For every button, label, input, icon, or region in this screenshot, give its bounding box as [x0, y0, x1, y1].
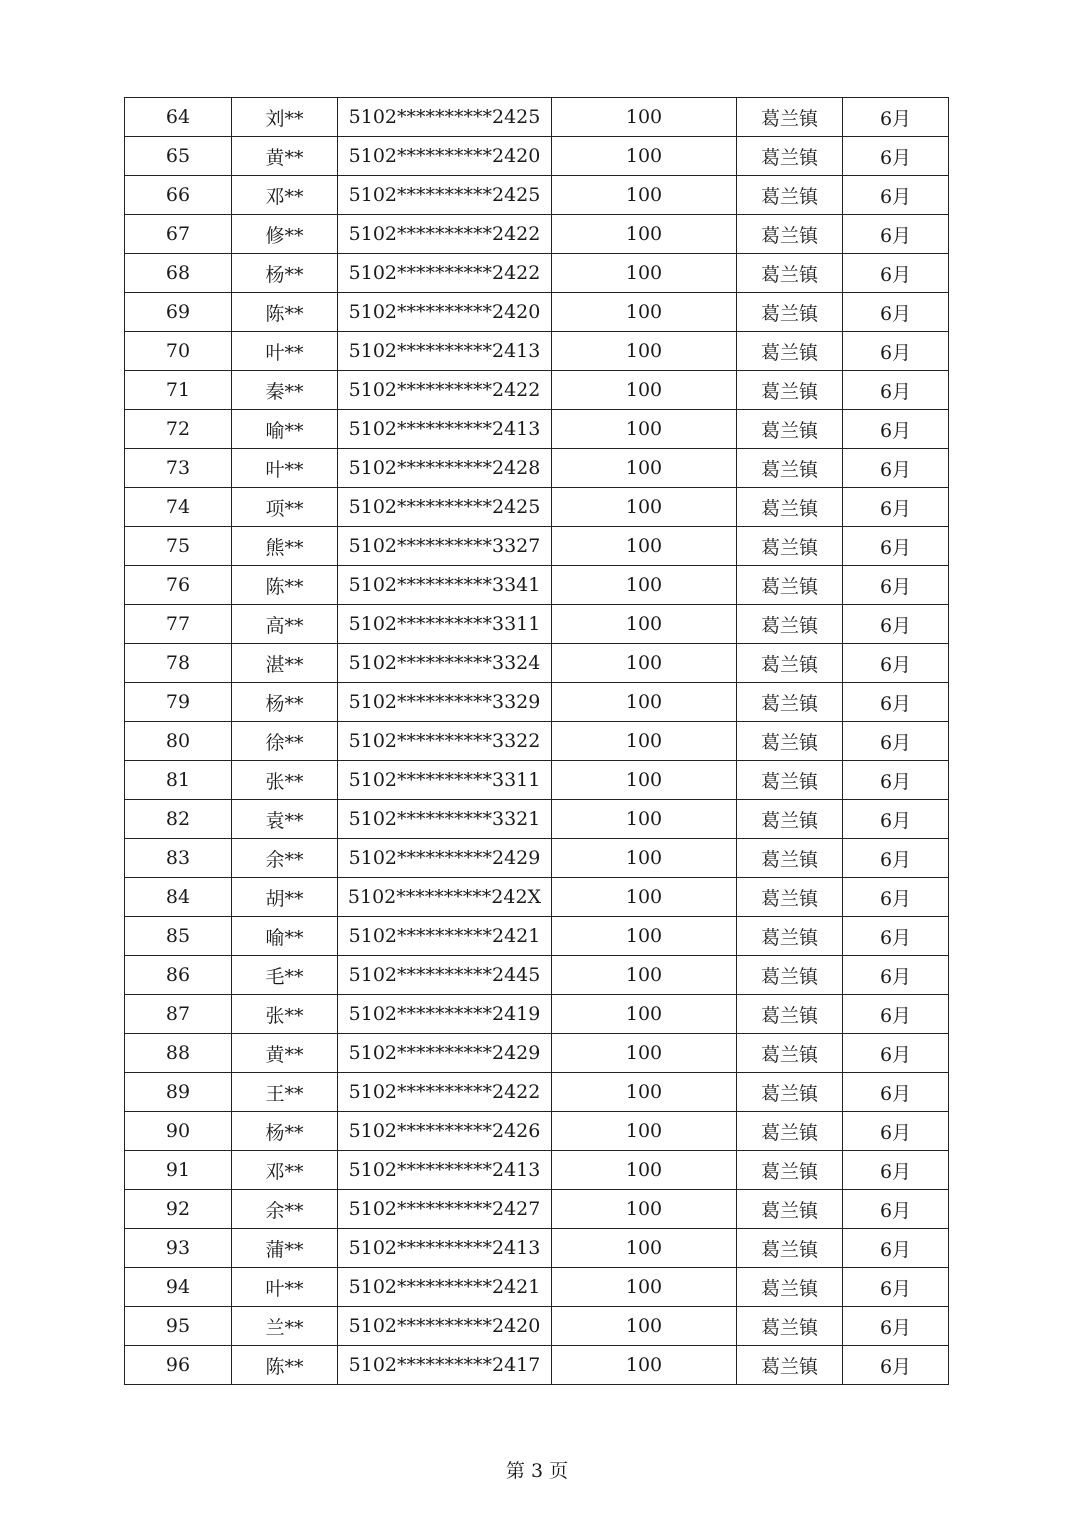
table-row: [125, 332, 949, 371]
table-row: [125, 98, 949, 137]
amount-cell: 100: [552, 800, 737, 839]
town-cell: 葛兰镇: [737, 1112, 843, 1151]
id-number-cell: 5102**********2425: [338, 488, 552, 527]
id-number-cell: 5102**********2413: [338, 332, 552, 371]
town-cell: 葛兰镇: [737, 137, 843, 176]
id-number-cell: 5102**********2422: [338, 371, 552, 410]
serial-number-cell: 92: [125, 1190, 232, 1229]
serial-number-cell: 67: [125, 215, 232, 254]
table-row: [125, 917, 949, 956]
month-cell: 6月: [843, 878, 949, 917]
name-cell: 黄**: [232, 1034, 338, 1073]
id-number-cell: 5102**********2422: [338, 215, 552, 254]
id-number-cell: 5102**********3311: [338, 605, 552, 644]
amount-cell: 100: [552, 1307, 737, 1346]
serial-number-cell: 76: [125, 566, 232, 605]
amount-cell: 100: [552, 293, 737, 332]
id-number-cell: 5102**********3321: [338, 800, 552, 839]
roster-table-body: [125, 98, 949, 1385]
amount-cell: 100: [552, 839, 737, 878]
table-row: [125, 1190, 949, 1229]
month-cell: 6月: [843, 995, 949, 1034]
table-row: [125, 449, 949, 488]
name-cell: 陈**: [232, 293, 338, 332]
town-cell: 葛兰镇: [737, 1034, 843, 1073]
month-cell: 6月: [843, 176, 949, 215]
name-cell: 袁**: [232, 800, 338, 839]
serial-number-cell: 68: [125, 254, 232, 293]
town-cell: 葛兰镇: [737, 215, 843, 254]
table-row: [125, 1073, 949, 1112]
table-row: [125, 410, 949, 449]
month-cell: 6月: [843, 683, 949, 722]
serial-number-cell: 83: [125, 839, 232, 878]
month-cell: 6月: [843, 839, 949, 878]
name-cell: 湛**: [232, 644, 338, 683]
serial-number-cell: 96: [125, 1346, 232, 1385]
table-row: [125, 839, 949, 878]
id-number-cell: 5102**********2413: [338, 1151, 552, 1190]
town-cell: 葛兰镇: [737, 566, 843, 605]
name-cell: 秦**: [232, 371, 338, 410]
month-cell: 6月: [843, 254, 949, 293]
name-cell: 张**: [232, 761, 338, 800]
town-cell: 葛兰镇: [737, 1346, 843, 1385]
table-row: [125, 683, 949, 722]
month-cell: 6月: [843, 956, 949, 995]
id-number-cell: 5102**********2422: [338, 254, 552, 293]
id-number-cell: 5102**********2445: [338, 956, 552, 995]
amount-cell: 100: [552, 332, 737, 371]
month-cell: 6月: [843, 1268, 949, 1307]
amount-cell: 100: [552, 1190, 737, 1229]
table-row: [125, 644, 949, 683]
table-row: [125, 1034, 949, 1073]
serial-number-cell: 95: [125, 1307, 232, 1346]
amount-cell: 100: [552, 644, 737, 683]
town-cell: 葛兰镇: [737, 254, 843, 293]
month-cell: 6月: [843, 98, 949, 137]
amount-cell: 100: [552, 98, 737, 137]
table-row: [125, 800, 949, 839]
name-cell: 杨**: [232, 254, 338, 293]
town-cell: 葛兰镇: [737, 644, 843, 683]
town-cell: 葛兰镇: [737, 449, 843, 488]
id-number-cell: 5102**********2420: [338, 293, 552, 332]
name-cell: 蒲**: [232, 1229, 338, 1268]
amount-cell: 100: [552, 488, 737, 527]
id-number-cell: 5102**********2419: [338, 995, 552, 1034]
name-cell: 熊**: [232, 527, 338, 566]
amount-cell: 100: [552, 1112, 737, 1151]
town-cell: 葛兰镇: [737, 683, 843, 722]
serial-number-cell: 74: [125, 488, 232, 527]
name-cell: 叶**: [232, 449, 338, 488]
table-row: [125, 371, 949, 410]
page-number: 第 3 页: [505, 1460, 569, 1482]
name-cell: 喻**: [232, 917, 338, 956]
town-cell: 葛兰镇: [737, 98, 843, 137]
serial-number-cell: 65: [125, 137, 232, 176]
month-cell: 6月: [843, 722, 949, 761]
town-cell: 葛兰镇: [737, 761, 843, 800]
table-row: [125, 722, 949, 761]
month-cell: 6月: [843, 488, 949, 527]
amount-cell: 100: [552, 1034, 737, 1073]
amount-cell: 100: [552, 1073, 737, 1112]
month-cell: 6月: [843, 761, 949, 800]
name-cell: 胡**: [232, 878, 338, 917]
serial-number-cell: 69: [125, 293, 232, 332]
month-cell: 6月: [843, 371, 949, 410]
amount-cell: 100: [552, 878, 737, 917]
amount-cell: 100: [552, 722, 737, 761]
month-cell: 6月: [843, 1190, 949, 1229]
amount-cell: 100: [552, 1151, 737, 1190]
amount-cell: 100: [552, 371, 737, 410]
name-cell: 项**: [232, 488, 338, 527]
serial-number-cell: 88: [125, 1034, 232, 1073]
serial-number-cell: 86: [125, 956, 232, 995]
id-number-cell: 5102**********2425: [338, 176, 552, 215]
id-number-cell: 5102**********3341: [338, 566, 552, 605]
table-row: [125, 1307, 949, 1346]
town-cell: 葛兰镇: [737, 371, 843, 410]
month-cell: 6月: [843, 137, 949, 176]
table-row: [125, 527, 949, 566]
table-row: [125, 566, 949, 605]
town-cell: 葛兰镇: [737, 488, 843, 527]
amount-cell: 100: [552, 410, 737, 449]
id-number-cell: 5102**********3329: [338, 683, 552, 722]
table-row: [125, 254, 949, 293]
amount-cell: 100: [552, 683, 737, 722]
id-number-cell: 5102**********2420: [338, 137, 552, 176]
town-cell: 葛兰镇: [737, 1268, 843, 1307]
name-cell: 王**: [232, 1073, 338, 1112]
name-cell: 叶**: [232, 1268, 338, 1307]
serial-number-cell: 78: [125, 644, 232, 683]
amount-cell: 100: [552, 1346, 737, 1385]
month-cell: 6月: [843, 527, 949, 566]
town-cell: 葛兰镇: [737, 1190, 843, 1229]
table-row: [125, 215, 949, 254]
town-cell: 葛兰镇: [737, 839, 843, 878]
month-cell: 6月: [843, 332, 949, 371]
id-number-cell: 5102**********2429: [338, 1034, 552, 1073]
table-row: [125, 293, 949, 332]
serial-number-cell: 73: [125, 449, 232, 488]
id-number-cell: 5102**********3324: [338, 644, 552, 683]
serial-number-cell: 84: [125, 878, 232, 917]
town-cell: 葛兰镇: [737, 527, 843, 566]
id-number-cell: 5102**********2422: [338, 1073, 552, 1112]
month-cell: 6月: [843, 1307, 949, 1346]
id-number-cell: 5102**********2417: [338, 1346, 552, 1385]
id-number-cell: 5102**********2421: [338, 1268, 552, 1307]
town-cell: 葛兰镇: [737, 1229, 843, 1268]
serial-number-cell: 93: [125, 1229, 232, 1268]
name-cell: 修**: [232, 215, 338, 254]
table-row: [125, 137, 949, 176]
name-cell: 毛**: [232, 956, 338, 995]
amount-cell: 100: [552, 761, 737, 800]
table-row: [125, 995, 949, 1034]
town-cell: 葛兰镇: [737, 1073, 843, 1112]
amount-cell: 100: [552, 956, 737, 995]
town-cell: 葛兰镇: [737, 1307, 843, 1346]
id-number-cell: 5102**********2413: [338, 410, 552, 449]
month-cell: 6月: [843, 644, 949, 683]
amount-cell: 100: [552, 566, 737, 605]
id-number-cell: 5102**********2427: [338, 1190, 552, 1229]
id-number-cell: 5102**********2413: [338, 1229, 552, 1268]
table-row: [125, 1346, 949, 1385]
month-cell: 6月: [843, 1034, 949, 1073]
serial-number-cell: 81: [125, 761, 232, 800]
serial-number-cell: 82: [125, 800, 232, 839]
month-cell: 6月: [843, 605, 949, 644]
amount-cell: 100: [552, 1268, 737, 1307]
id-number-cell: 5102**********3327: [338, 527, 552, 566]
serial-number-cell: 91: [125, 1151, 232, 1190]
serial-number-cell: 94: [125, 1268, 232, 1307]
id-number-cell: 5102**********2425: [338, 98, 552, 137]
month-cell: 6月: [843, 1229, 949, 1268]
table-row: [125, 1112, 949, 1151]
town-cell: 葛兰镇: [737, 878, 843, 917]
serial-number-cell: 80: [125, 722, 232, 761]
month-cell: 6月: [843, 293, 949, 332]
month-cell: 6月: [843, 800, 949, 839]
month-cell: 6月: [843, 1151, 949, 1190]
amount-cell: 100: [552, 995, 737, 1034]
id-number-cell: 5102**********3311: [338, 761, 552, 800]
name-cell: 叶**: [232, 332, 338, 371]
roster-table: [124, 97, 949, 1385]
name-cell: 余**: [232, 1190, 338, 1229]
id-number-cell: 5102**********2429: [338, 839, 552, 878]
id-number-cell: 5102**********242X: [338, 878, 552, 917]
serial-number-cell: 64: [125, 98, 232, 137]
id-number-cell: 5102**********2428: [338, 449, 552, 488]
serial-number-cell: 85: [125, 917, 232, 956]
amount-cell: 100: [552, 449, 737, 488]
town-cell: 葛兰镇: [737, 956, 843, 995]
town-cell: 葛兰镇: [737, 176, 843, 215]
id-number-cell: 5102**********2421: [338, 917, 552, 956]
name-cell: 黄**: [232, 137, 338, 176]
amount-cell: 100: [552, 527, 737, 566]
serial-number-cell: 75: [125, 527, 232, 566]
name-cell: 徐**: [232, 722, 338, 761]
amount-cell: 100: [552, 254, 737, 293]
name-cell: 陈**: [232, 1346, 338, 1385]
month-cell: 6月: [843, 1112, 949, 1151]
name-cell: 张**: [232, 995, 338, 1034]
serial-number-cell: 90: [125, 1112, 232, 1151]
table-row: [125, 176, 949, 215]
serial-number-cell: 71: [125, 371, 232, 410]
serial-number-cell: 70: [125, 332, 232, 371]
month-cell: 6月: [843, 1073, 949, 1112]
amount-cell: 100: [552, 605, 737, 644]
town-cell: 葛兰镇: [737, 410, 843, 449]
month-cell: 6月: [843, 215, 949, 254]
town-cell: 葛兰镇: [737, 605, 843, 644]
table-row: [125, 488, 949, 527]
amount-cell: 100: [552, 215, 737, 254]
name-cell: 陈**: [232, 566, 338, 605]
serial-number-cell: 77: [125, 605, 232, 644]
table-row: [125, 956, 949, 995]
table-row: [125, 1151, 949, 1190]
table-row: [125, 1229, 949, 1268]
name-cell: 余**: [232, 839, 338, 878]
town-cell: 葛兰镇: [737, 722, 843, 761]
month-cell: 6月: [843, 566, 949, 605]
serial-number-cell: 89: [125, 1073, 232, 1112]
town-cell: 葛兰镇: [737, 917, 843, 956]
name-cell: 喻**: [232, 410, 338, 449]
name-cell: 高**: [232, 605, 338, 644]
month-cell: 6月: [843, 410, 949, 449]
id-number-cell: 5102**********2420: [338, 1307, 552, 1346]
amount-cell: 100: [552, 917, 737, 956]
town-cell: 葛兰镇: [737, 1151, 843, 1190]
serial-number-cell: 87: [125, 995, 232, 1034]
town-cell: 葛兰镇: [737, 995, 843, 1034]
name-cell: 邓**: [232, 1151, 338, 1190]
amount-cell: 100: [552, 176, 737, 215]
id-number-cell: 5102**********2426: [338, 1112, 552, 1151]
name-cell: 邓**: [232, 176, 338, 215]
id-number-cell: 5102**********3322: [338, 722, 552, 761]
name-cell: 杨**: [232, 1112, 338, 1151]
table-row: [125, 761, 949, 800]
name-cell: 刘**: [232, 98, 338, 137]
name-cell: 兰**: [232, 1307, 338, 1346]
town-cell: 葛兰镇: [737, 800, 843, 839]
serial-number-cell: 79: [125, 683, 232, 722]
amount-cell: 100: [552, 137, 737, 176]
serial-number-cell: 72: [125, 410, 232, 449]
table-row: [125, 605, 949, 644]
month-cell: 6月: [843, 917, 949, 956]
table-row: [125, 878, 949, 917]
month-cell: 6月: [843, 449, 949, 488]
table-row: [125, 1268, 949, 1307]
amount-cell: 100: [552, 1229, 737, 1268]
town-cell: 葛兰镇: [737, 332, 843, 371]
name-cell: 杨**: [232, 683, 338, 722]
town-cell: 葛兰镇: [737, 293, 843, 332]
serial-number-cell: 66: [125, 176, 232, 215]
month-cell: 6月: [843, 1346, 949, 1385]
